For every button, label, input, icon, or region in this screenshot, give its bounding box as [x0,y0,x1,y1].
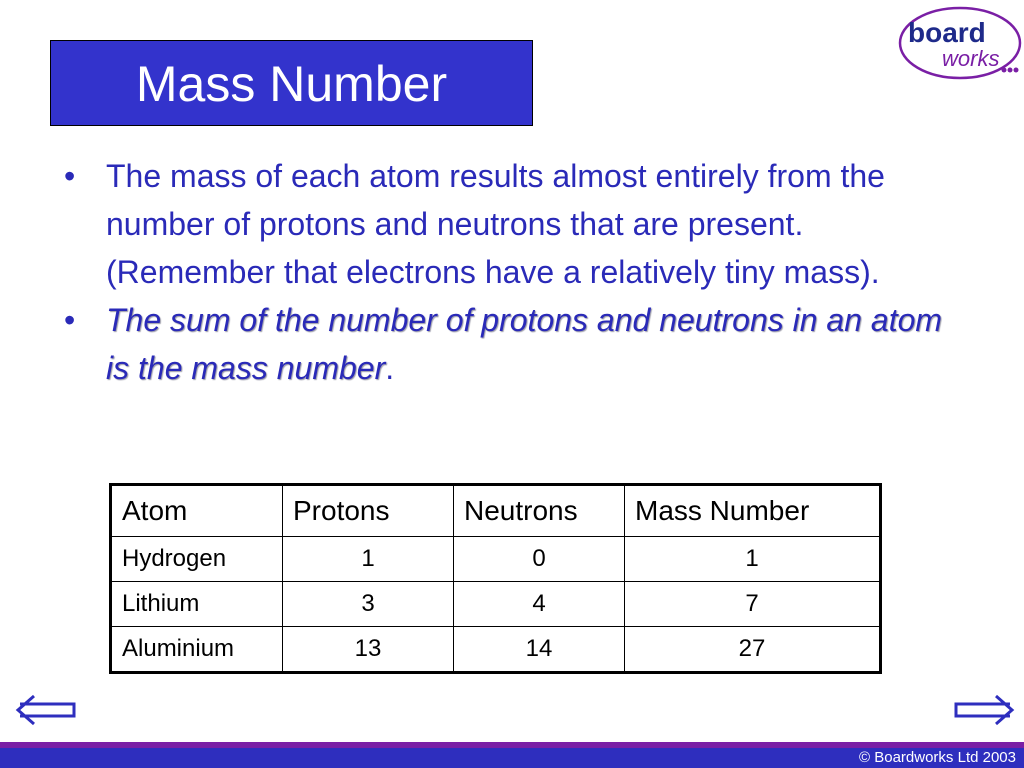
logo-dots-icon [1002,68,1019,73]
mass-number-table [109,483,882,674]
column-header-protons: Protons [283,485,454,537]
footer-bar [0,742,1024,768]
logo-word-works: works [942,46,1000,71]
cell-protons: 1 [283,537,454,582]
table-row [111,537,881,582]
cell-mass-number: 7 [625,582,881,627]
cell-neutrons: 4 [454,582,625,627]
bullet-text: The mass of each atom results almost entirely from the number of protons and neutrons that are present. (Remember that electrons have a relatively tiny mass). [106,158,885,290]
bullet-tail-text: . [385,350,395,386]
table-row [111,627,881,673]
cell-atom: Lithium [111,582,283,627]
cell-mass-number: 1 [625,537,881,582]
bullet-item [64,296,944,392]
cell-mass-number: 27 [625,627,881,673]
next-slide-button[interactable] [952,690,1016,730]
bullet-item [64,152,944,296]
bullet-marker: • [64,158,76,194]
previous-slide-button[interactable] [14,690,78,730]
cell-atom: Aluminium [111,627,283,673]
cell-neutrons: 14 [454,627,625,673]
cell-neutrons: 0 [454,537,625,582]
bullet-marker: • [64,302,76,338]
copyright-text: © Boardworks Ltd 2003 [859,749,1016,766]
left-arrow-icon [14,690,78,730]
column-header-mass-number: Mass Number [625,485,881,537]
column-header-atom: Atom [111,485,283,537]
table-header-row [111,485,881,537]
slide-title: Mass Number [50,40,533,126]
table-row [111,582,881,627]
right-arrow-icon [952,690,1016,730]
bullet-list [64,152,944,392]
logo-word-board: board [908,17,986,48]
cell-atom: Hydrogen [111,537,283,582]
column-header-neutrons: Neutrons [454,485,625,537]
cell-protons: 13 [283,627,454,673]
cell-protons: 3 [283,582,454,627]
bullet-emphasis-text: The sum of the number of protons and neutrons in an atom is the mass number [106,302,943,386]
boardworks-logo [898,6,1022,80]
